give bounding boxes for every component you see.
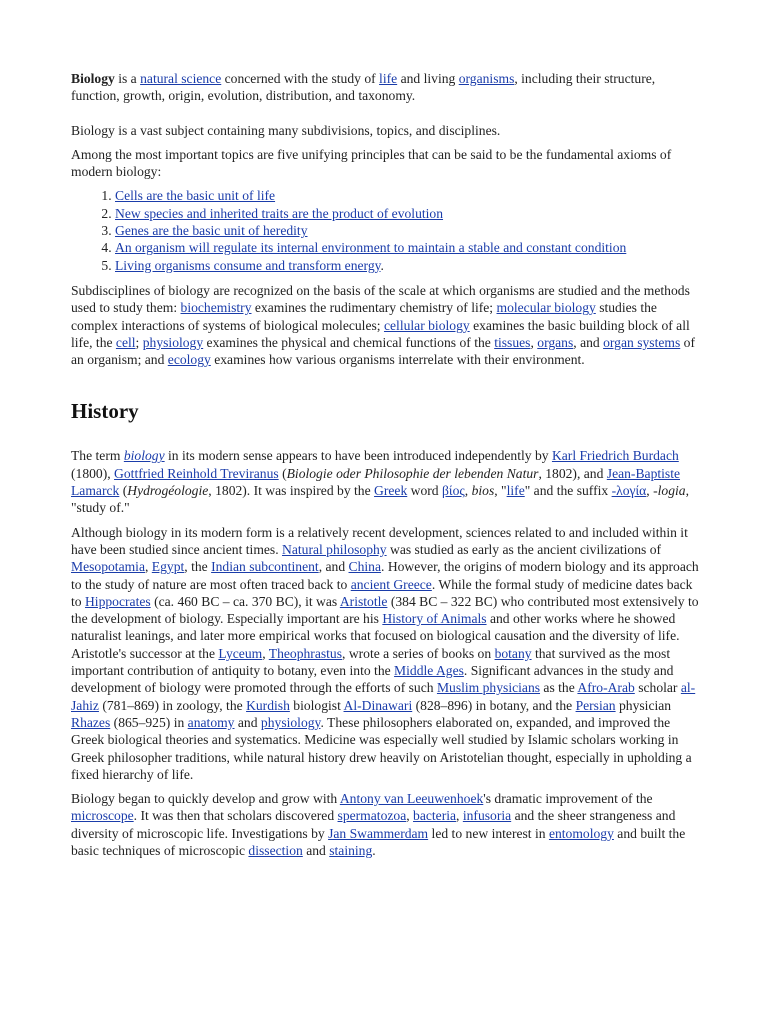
link-cell[interactable]: cell (115, 334, 136, 350)
principle-item (115, 222, 701, 239)
article-body (71, 70, 701, 859)
link-bacteria[interactable]: bacteria (413, 808, 457, 824)
link-cellular-biology[interactable]: cellular biology (383, 317, 470, 333)
link-living-organisms-consume-and-transform-energy[interactable]: Living organisms consume and transform energy (115, 257, 381, 273)
link-mesopotamia[interactable]: Mesopotamia (71, 559, 145, 575)
link-karl-friedrich-burdach[interactable]: Karl Friedrich Burdach (551, 448, 679, 464)
intro-paragraph-principles: Among the most important topics are five unifying principles that can be said to be the fundamental axioms of modern biology: (71, 146, 672, 180)
principle-item (115, 205, 701, 222)
link-entomology[interactable]: entomology (548, 825, 614, 841)
history-paragraph-ancient: Although biology in its modern form is a relatively recent development, sciences related to and included within it have been studied since ancient times. Natural philosophy was studied as early as the ancient civilizations of Mesopotamia, Egypt, the Indian subcontinent, and China. However, the origins of modern biology and its approach to the study of nature are most often traced back to ancient Greece. While the formal study of medicine dates back to Hippocrates (ca. 460 BC – ca. 370 BC), it was Aristotle (384 BC – 322 BC) who contributed most extensively to the development of biology. Especially important are his History of Animals and other works where he showed naturalist leanings, and later more empirical works that focused on biological causation and the diversity of life. Aristotle's successor at the Lyceum, Theophrastus, wrote a series of books on botany that survived as the most important contribution of antiquity to botany, even into the Middle Ages. Significant advances in the study and development of biology were promoted through the efforts of such Muslim physicians as the Afro-Arab scholar al-Jahiz (781–869) in zoology, the Kurdish biologist Al-Dinawari (828–896) in botany, and the Persian physician Rhazes (865–925) in anatomy and physiology. These philosophers elaborated on, expanded, and improved the Greek biological theories and systematics. Medicine was especially well studied by Islamic scholars working in Greek philosopher traditions, while natural history drew heavily on Aristotelian thought, especially in upholding a fixed hierarchy of life. (71, 524, 699, 782)
link-indian-subcontinent[interactable]: Indian subcontinent (211, 559, 319, 575)
history-paragraph-microscope: Biology began to quickly develop and grow with Antony van Leeuwenhoek's dramatic improvement of the microscope. It was then that scholars discovered spermatozoa, bacteria, infusoria and the sheer strangeness and diversity of microscopic life. Investigations by Jan Swammerdam led to new interest in entomology and built the basic techniques of microscopic dissection and staining. (71, 791, 686, 858)
link-botany[interactable]: botany (494, 645, 532, 661)
italic-term: Hydrogéologie (127, 483, 209, 499)
link-natural-science[interactable]: natural science (140, 71, 222, 86)
history-heading: History (71, 399, 139, 424)
link-biochemistry[interactable]: biochemistry (180, 300, 252, 316)
link-microscope[interactable]: microscope (71, 808, 134, 824)
link-anatomy[interactable]: anatomy (187, 714, 235, 730)
principle-item (115, 187, 701, 204)
link-physiology[interactable]: physiology (142, 334, 204, 350)
link-aristotle[interactable]: Aristotle (339, 593, 388, 609)
link-ecology[interactable]: ecology (167, 352, 211, 368)
link-history-of-animals[interactable]: History of Animals (382, 611, 487, 627)
link-greek[interactable]: Greek (374, 483, 408, 499)
link-physiology[interactable]: physiology (260, 714, 321, 730)
unifying-principles-list (71, 187, 701, 273)
link-infusoria[interactable]: infusoria (462, 808, 512, 824)
link-al-dinawari[interactable]: Al-Dinawari (343, 697, 413, 713)
link-tissues[interactable]: tissues (494, 334, 531, 350)
link-natural-philosophy[interactable]: Natural philosophy (282, 541, 387, 557)
link-jan-swammerdam[interactable]: Jan Swammerdam (328, 825, 429, 841)
principle-item (115, 239, 701, 256)
link-life[interactable]: life (379, 71, 398, 86)
intro-paragraph-scope: Biology is a vast subject containing many subdivisions, topics, and disciplines. (71, 122, 501, 138)
link-organs[interactable]: organs (537, 334, 574, 350)
link-staining[interactable]: staining (329, 842, 373, 858)
bold-term: Biology (71, 71, 115, 86)
link-kurdish[interactable]: Kurdish (246, 697, 290, 713)
history-paragraph-term: The term biology in its modern sense appears to have been introduced independently by Karl Friedrich Burdach (1800), Gottfried Reinhold Treviranus (Biologie oder Philosophie der lebenden Natur, 1802), and Jean-Baptiste Lamarck (Hydrogéologie, 1802). It was inspired by the Greek word βίος, bios, "life" and the suffix -λογία, -logia, "study of." (71, 448, 689, 516)
intro-paragraph: Biology is a natural science concerned with the study of life and living organisms, including their structure, function, growth, origin, evolution, distribution, and taxonomy. (71, 71, 656, 104)
link-new-species-and-inherited-traits-are-the-product-of-evolution[interactable]: New species and inherited traits are the product of evolution (115, 205, 444, 221)
link-al-jahiz[interactable]: al-Jahiz (71, 680, 696, 713)
subdisciplines-paragraph: Subdisciplines of biology are recognized on the basis of the scale at which organisms are studied and the methods used to study them: biochemistry examines the rudimentary chemistry of life; molecular biology studies the complex interactions of systems of biological molecules; cellular biology examines the basic building block of all life, the cell; physiology examines the physical and chemical functions of the tissues, organs, and organ systems of an organism; and ecology examines how various organisms interrelate with their environment. (71, 282, 695, 368)
link-organisms[interactable]: organisms (458, 71, 515, 86)
link-cells-are-the-basic-unit-of-life[interactable]: Cells are the basic unit of life (115, 188, 276, 204)
link-biology[interactable]: biology (123, 448, 165, 464)
link-genes-are-the-basic-unit-of-heredity[interactable]: Genes are the basic unit of heredity (115, 223, 308, 239)
link-antony-van-leeuwenhoek[interactable]: Antony van Leeuwenhoek (339, 791, 484, 807)
link-hippocrates[interactable]: Hippocrates (84, 593, 151, 609)
link-term[interactable]: βίος (442, 483, 465, 499)
link-an-organism-will-regulate-its-internal-environment-to-maintain-a-stable-and-constant-condition[interactable]: An organism will regulate its internal environment to maintain a stable and constant condition (115, 240, 627, 256)
link-persian[interactable]: Persian (575, 697, 616, 713)
link-lyceum[interactable]: Lyceum (218, 645, 263, 661)
link-gottfried-reinhold-treviranus[interactable]: Gottfried Reinhold Treviranus (114, 465, 279, 481)
link-molecular-biology[interactable]: molecular biology (496, 300, 596, 316)
link-term[interactable]: -λογία (611, 483, 647, 499)
link-egypt[interactable]: Egypt (151, 559, 185, 575)
link-dissection[interactable]: dissection (248, 842, 303, 858)
link-organ-systems[interactable]: organ systems (603, 334, 681, 350)
principle-item: 5. Living organisms consume and transform energy. (115, 257, 701, 274)
link-afro-arab[interactable]: Afro-Arab (577, 680, 635, 696)
italic-term: bios (471, 483, 495, 499)
italic-term: -logia (653, 483, 686, 499)
link-life[interactable]: life (506, 483, 525, 499)
link-jean-baptiste-lamarck[interactable]: Jean-Baptiste Lamarck (71, 465, 681, 499)
link-ancient-greece[interactable]: ancient Greece (350, 576, 432, 592)
link-muslim-physicians[interactable]: Muslim physicians (436, 680, 541, 696)
link-spermatozoa[interactable]: spermatozoa (337, 808, 407, 824)
link-middle-ages[interactable]: Middle Ages (394, 663, 464, 679)
link-theophrastus[interactable]: Theophrastus (268, 645, 343, 661)
link-china[interactable]: China (348, 559, 382, 575)
italic-term: Biologie oder Philosophie der lebenden Natur (286, 465, 539, 481)
link-rhazes[interactable]: Rhazes (71, 714, 111, 730)
